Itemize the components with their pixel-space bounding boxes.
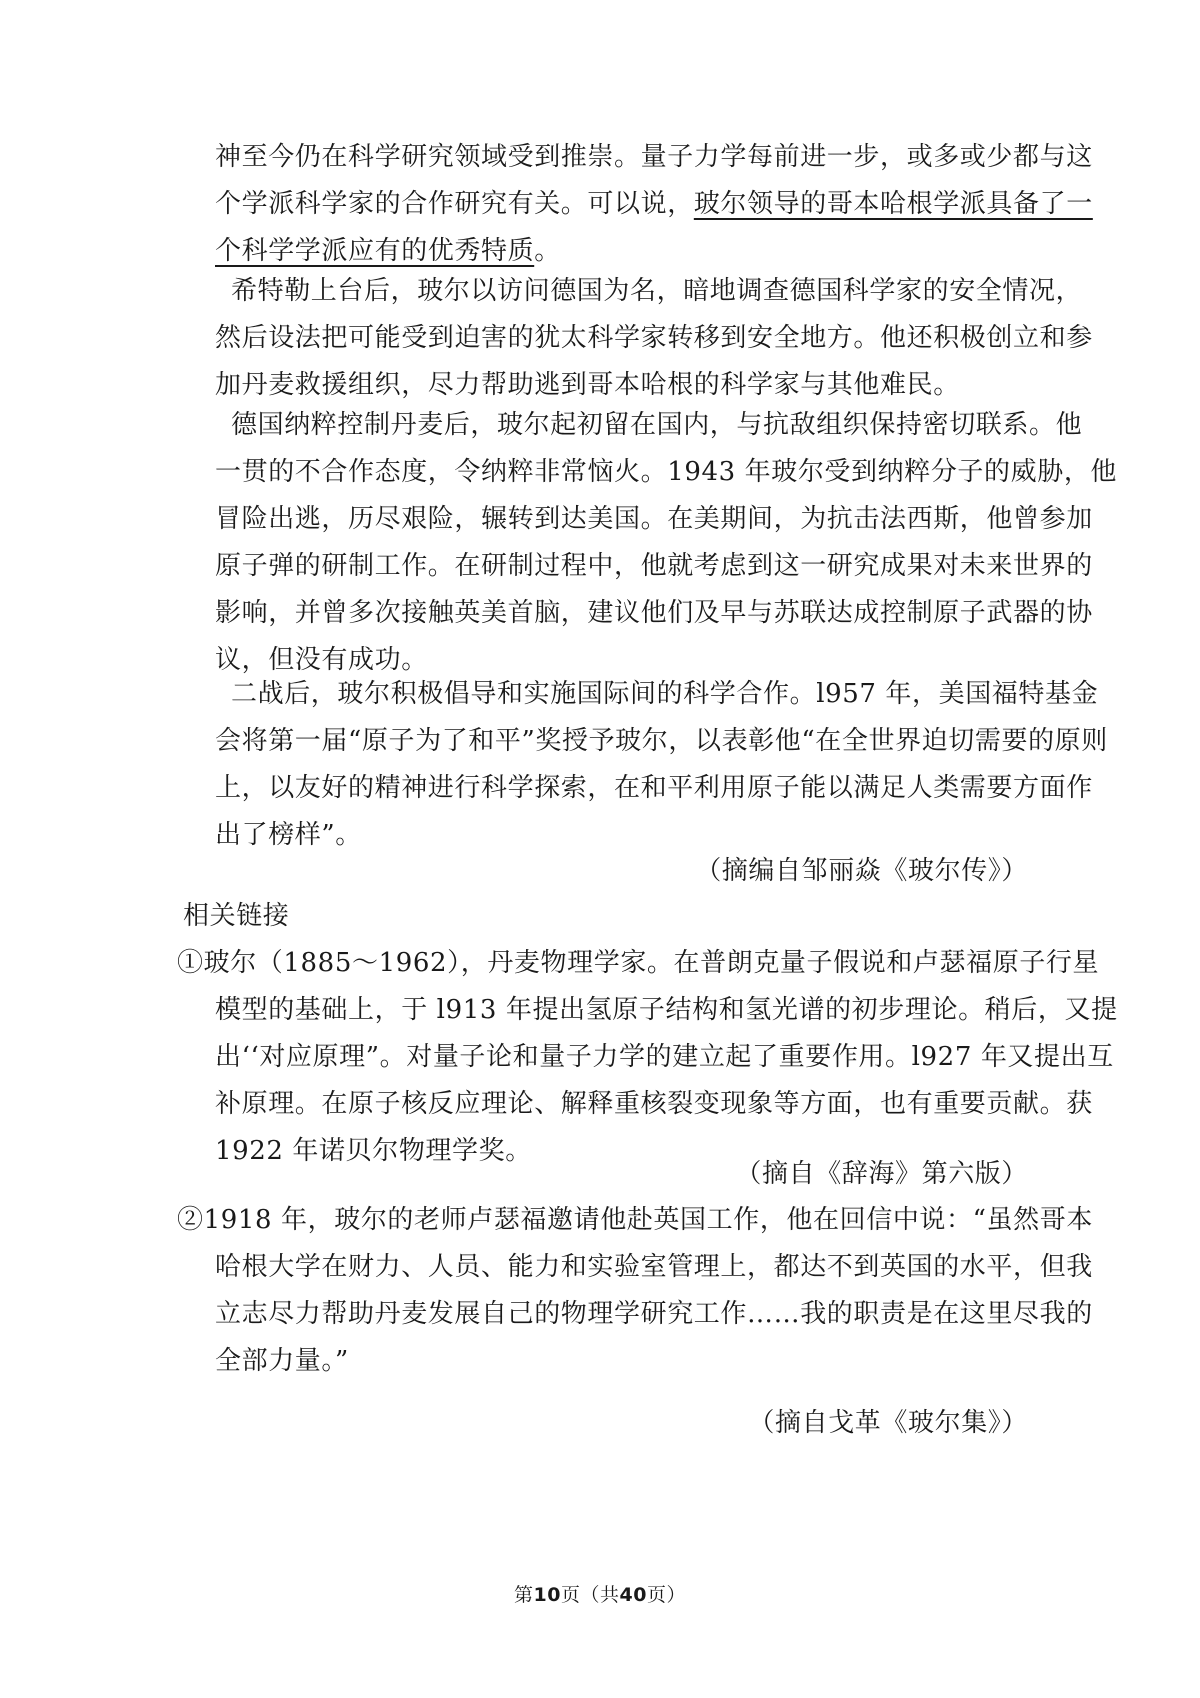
text-line: 会将第一届“原子为了和平”奖授予玻尔，以表彰他“在全世界迫切需要的原则 [215,726,1108,756]
paragraph-3 [183,402,1118,684]
source-citation: （摘自《辞海》第六版） [735,1159,1028,1189]
related-link-1 [177,940,1118,1175]
text-line: 补原理。在原子核反应理论、解释重核裂变现象等方面，也有重要贡献。获 [215,1089,1093,1119]
text-line: 然后设法把可能受到迫害的犹太科学家转移到安全地方。他还积极创立和参 [215,323,1093,353]
text-line: 哈根大学在财力、人员、能力和实验室管理上，都达不到英国的水平，但我 [215,1252,1093,1282]
text-line: 原子弹的研制工作。在研制过程中，他就考虑到这一研究成果对未来世界的 [215,551,1093,581]
text-line: 神至今仍在科学研究领域受到推崇。量子力学每前进一步，或多或少都与这 [215,142,1093,172]
text-line: 出‘‘对应原理”。对量子论和量子力学的建立起了重要作用。l927 年又提出互 [215,1042,1114,1072]
text-line: 冒险出逃，历尽艰险，辗转到达美国。在美期间，为抗击法西斯，他曾参加 [215,504,1093,534]
text-line: 希特勒上台后，玻尔以访问德国为名，暗地调查德国科学家的安全情况， [231,276,1083,306]
underlined-text: 玻尔领导的哥本哈根学派具备了一 [693,189,1093,219]
section-heading: 相关链接 [183,901,290,931]
footer-middle: 页（共 [560,1584,620,1606]
page-total: 40 [619,1584,647,1606]
text-line: 加丹麦救援组织，尽力帮助逃到哥本哈根的科学家与其他难民。 [215,370,960,400]
text-span: 。 [534,236,561,266]
text-line: 影响，并曾多次接触英美首脑，建议他们及早与苏联达成控制原子武器的协 [215,598,1093,628]
text-line: 全部力量。” [215,1346,349,1376]
paragraph-1 [183,134,1093,275]
source-citation: （摘编自邹丽焱《玻尔传》） [695,856,1028,886]
paragraph-4 [183,671,1108,859]
text-line: 上，以友好的精神进行科学探索，在和平利用原子能以满足人类需要方面作 [215,773,1093,803]
page-number: 10 [533,1584,561,1606]
text-line: 议，但没有成功。 [215,645,428,675]
related-link-2 [177,1197,1093,1385]
text-line: 模型的基础上，于 l913 年提出氢原子结构和氢光谱的初步理论。稍后，又提 [215,995,1118,1025]
footer-suffix: 页） [646,1584,686,1606]
text-line [183,181,1093,228]
page-footer [0,1580,1200,1607]
text-span: 个学派科学家的合作研究有关。可以说， [215,189,694,219]
underlined-text: 个科学学派应有的优秀特质 [215,236,535,266]
text-line: 德国纳粹控制丹麦后，玻尔起初留在国内，与抗敌组织保持密切联系。他 [231,410,1083,440]
text-line: ①玻尔（1885～1962），丹麦物理学家。在普朗克量子假说和卢瑟福原子行星 [177,948,1100,978]
paragraph-2 [183,268,1093,409]
text-line: 1922 年诺贝尔物理学奖。 [215,1136,532,1166]
text-line: ②1918 年，玻尔的老师卢瑟福邀请他赴英国工作，他在回信中说：“虽然哥本 [177,1205,1093,1235]
text-line: 出了榜样”。 [215,820,362,850]
text-line: 一贯的不合作态度，令纳粹非常恼火。1943 年玻尔受到纳粹分子的威胁，他 [215,457,1118,487]
text-line: 二战后，玻尔积极倡导和实施国际间的科学合作。l957 年，美国福特基金 [231,679,1099,709]
footer-prefix: 第 [514,1584,534,1606]
text-line: 立志尽力帮助丹麦发展自己的物理学研究工作……我的职责是在这里尽我的 [215,1299,1093,1329]
source-citation: （摘自戈革《玻尔集》） [748,1408,1028,1438]
